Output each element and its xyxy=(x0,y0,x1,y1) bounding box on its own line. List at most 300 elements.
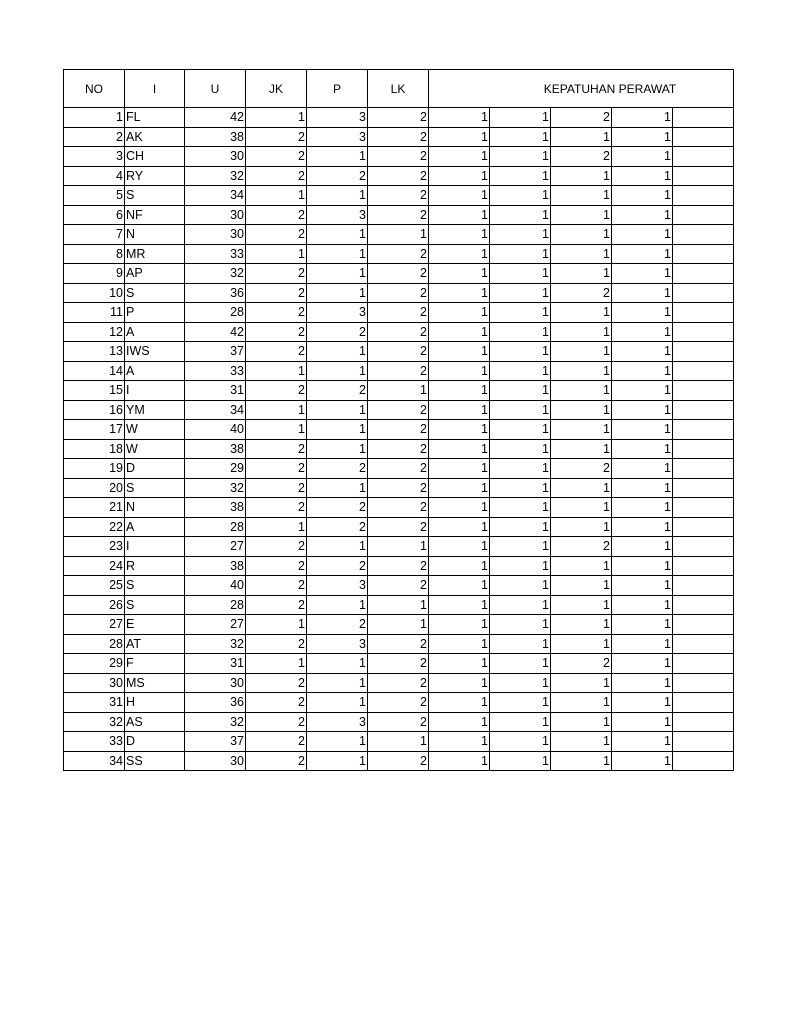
cell-lk[interactable]: 2 xyxy=(368,186,429,206)
cell-k2[interactable]: 1 xyxy=(490,400,551,420)
cell-k3[interactable]: 2 xyxy=(551,283,612,303)
cell-k4[interactable]: 1 xyxy=(612,283,673,303)
cell-umur[interactable]: 32 xyxy=(185,166,246,186)
cell-k3[interactable]: 1 xyxy=(551,673,612,693)
cell-k3[interactable]: 1 xyxy=(551,322,612,342)
cell-k1[interactable]: 1 xyxy=(429,186,490,206)
cell-no[interactable]: 7 xyxy=(64,225,125,245)
cell-umur[interactable]: 36 xyxy=(185,283,246,303)
cell-k4[interactable]: 1 xyxy=(612,361,673,381)
cell-k2[interactable]: 1 xyxy=(490,205,551,225)
cell-umur[interactable]: 40 xyxy=(185,576,246,596)
cell-initial[interactable]: S xyxy=(125,478,185,498)
cell-k4[interactable]: 1 xyxy=(612,225,673,245)
cell-lk[interactable]: 2 xyxy=(368,439,429,459)
cell-k3[interactable]: 1 xyxy=(551,127,612,147)
cell-lk[interactable]: 2 xyxy=(368,342,429,362)
cell-p[interactable]: 2 xyxy=(307,517,368,537)
cell-k4[interactable]: 1 xyxy=(612,732,673,752)
cell-k2[interactable]: 1 xyxy=(490,517,551,537)
cell-lk[interactable]: 2 xyxy=(368,634,429,654)
cell-k2[interactable]: 1 xyxy=(490,751,551,771)
cell-initial[interactable]: E xyxy=(125,615,185,635)
cell-lk[interactable]: 2 xyxy=(368,693,429,713)
cell-jk[interactable]: 2 xyxy=(246,595,307,615)
cell-no[interactable]: 4 xyxy=(64,166,125,186)
cell-jk[interactable]: 2 xyxy=(246,634,307,654)
cell-k2[interactable]: 1 xyxy=(490,225,551,245)
cell-no[interactable]: 15 xyxy=(64,381,125,401)
cell-lk[interactable]: 2 xyxy=(368,673,429,693)
cell-jk[interactable]: 2 xyxy=(246,751,307,771)
cell-p[interactable]: 2 xyxy=(307,615,368,635)
cell-k2[interactable]: 1 xyxy=(490,244,551,264)
cell-initial[interactable]: FL xyxy=(125,108,185,128)
cell-k4[interactable]: 1 xyxy=(612,108,673,128)
cell-k2[interactable]: 1 xyxy=(490,654,551,674)
cell-p[interactable]: 2 xyxy=(307,498,368,518)
cell-p[interactable]: 2 xyxy=(307,459,368,479)
cell-initial[interactable]: NF xyxy=(125,205,185,225)
cell-p[interactable]: 1 xyxy=(307,595,368,615)
cell-k2[interactable]: 1 xyxy=(490,498,551,518)
cell-jk[interactable]: 2 xyxy=(246,342,307,362)
cell-jk[interactable]: 2 xyxy=(246,381,307,401)
cell-k4[interactable]: 1 xyxy=(612,459,673,479)
cell-k3[interactable]: 1 xyxy=(551,420,612,440)
cell-p[interactable]: 1 xyxy=(307,537,368,557)
cell-lk[interactable]: 2 xyxy=(368,459,429,479)
cell-umur[interactable]: 28 xyxy=(185,303,246,323)
cell-umur[interactable]: 30 xyxy=(185,205,246,225)
cell-k2[interactable]: 1 xyxy=(490,478,551,498)
cell-jk[interactable]: 1 xyxy=(246,517,307,537)
cell-jk[interactable]: 2 xyxy=(246,225,307,245)
cell-initial[interactable]: IWS xyxy=(125,342,185,362)
cell-k3[interactable]: 1 xyxy=(551,478,612,498)
cell-lk[interactable]: 1 xyxy=(368,225,429,245)
cell-k2[interactable]: 1 xyxy=(490,634,551,654)
cell-lk[interactable]: 1 xyxy=(368,537,429,557)
cell-k2[interactable]: 1 xyxy=(490,439,551,459)
cell-no[interactable]: 32 xyxy=(64,712,125,732)
cell-p[interactable]: 1 xyxy=(307,147,368,167)
cell-initial[interactable]: N xyxy=(125,498,185,518)
cell-lk[interactable]: 2 xyxy=(368,283,429,303)
cell-k4[interactable]: 1 xyxy=(612,342,673,362)
cell-k1[interactable]: 1 xyxy=(429,420,490,440)
cell-k2[interactable]: 1 xyxy=(490,420,551,440)
cell-lk[interactable]: 2 xyxy=(368,361,429,381)
cell-k2[interactable]: 1 xyxy=(490,673,551,693)
cell-k1[interactable]: 1 xyxy=(429,615,490,635)
cell-initial[interactable]: S xyxy=(125,186,185,206)
cell-jk[interactable]: 2 xyxy=(246,576,307,596)
cell-initial[interactable]: P xyxy=(125,303,185,323)
cell-lk[interactable]: 2 xyxy=(368,751,429,771)
cell-lk[interactable]: 1 xyxy=(368,732,429,752)
cell-no[interactable]: 33 xyxy=(64,732,125,752)
cell-lk[interactable]: 2 xyxy=(368,264,429,284)
cell-jk[interactable]: 2 xyxy=(246,459,307,479)
cell-k1[interactable]: 1 xyxy=(429,459,490,479)
cell-lk[interactable]: 2 xyxy=(368,498,429,518)
cell-no[interactable]: 34 xyxy=(64,751,125,771)
cell-jk[interactable]: 2 xyxy=(246,673,307,693)
cell-initial[interactable]: MS xyxy=(125,673,185,693)
cell-k3[interactable]: 1 xyxy=(551,361,612,381)
cell-jk[interactable]: 2 xyxy=(246,537,307,557)
cell-k3[interactable]: 1 xyxy=(551,556,612,576)
cell-initial[interactable]: A xyxy=(125,361,185,381)
cell-k2[interactable]: 1 xyxy=(490,303,551,323)
cell-k1[interactable]: 1 xyxy=(429,244,490,264)
cell-k4[interactable]: 1 xyxy=(612,478,673,498)
cell-k4[interactable]: 1 xyxy=(612,322,673,342)
cell-p[interactable]: 1 xyxy=(307,693,368,713)
cell-umur[interactable]: 32 xyxy=(185,712,246,732)
cell-k1[interactable]: 1 xyxy=(429,673,490,693)
cell-umur[interactable]: 38 xyxy=(185,127,246,147)
cell-p[interactable]: 3 xyxy=(307,303,368,323)
cell-jk[interactable]: 1 xyxy=(246,615,307,635)
cell-k1[interactable]: 1 xyxy=(429,517,490,537)
cell-k2[interactable]: 1 xyxy=(490,342,551,362)
cell-k2[interactable]: 1 xyxy=(490,576,551,596)
cell-k4[interactable]: 1 xyxy=(612,634,673,654)
cell-lk[interactable]: 2 xyxy=(368,576,429,596)
cell-k3[interactable]: 1 xyxy=(551,712,612,732)
cell-no[interactable]: 16 xyxy=(64,400,125,420)
cell-k4[interactable]: 1 xyxy=(612,712,673,732)
cell-k3[interactable]: 1 xyxy=(551,439,612,459)
cell-k2[interactable]: 1 xyxy=(490,264,551,284)
cell-k1[interactable]: 1 xyxy=(429,595,490,615)
cell-initial[interactable]: S xyxy=(125,283,185,303)
cell-no[interactable]: 17 xyxy=(64,420,125,440)
cell-no[interactable]: 27 xyxy=(64,615,125,635)
cell-k2[interactable]: 1 xyxy=(490,693,551,713)
cell-k1[interactable]: 1 xyxy=(429,127,490,147)
cell-k2[interactable]: 1 xyxy=(490,556,551,576)
cell-umur[interactable]: 37 xyxy=(185,732,246,752)
cell-k4[interactable]: 1 xyxy=(612,244,673,264)
cell-k2[interactable]: 1 xyxy=(490,712,551,732)
cell-p[interactable]: 2 xyxy=(307,322,368,342)
cell-umur[interactable]: 30 xyxy=(185,751,246,771)
cell-umur[interactable]: 36 xyxy=(185,693,246,713)
cell-no[interactable]: 29 xyxy=(64,654,125,674)
cell-jk[interactable]: 2 xyxy=(246,205,307,225)
cell-k1[interactable]: 1 xyxy=(429,400,490,420)
cell-k4[interactable]: 1 xyxy=(612,517,673,537)
cell-k1[interactable]: 1 xyxy=(429,732,490,752)
cell-lk[interactable]: 1 xyxy=(368,615,429,635)
cell-k2[interactable]: 1 xyxy=(490,108,551,128)
cell-k3[interactable]: 1 xyxy=(551,166,612,186)
cell-p[interactable]: 1 xyxy=(307,361,368,381)
cell-k4[interactable]: 1 xyxy=(612,673,673,693)
cell-p[interactable]: 1 xyxy=(307,400,368,420)
cell-k4[interactable]: 1 xyxy=(612,615,673,635)
cell-no[interactable]: 22 xyxy=(64,517,125,537)
cell-initial[interactable]: I xyxy=(125,537,185,557)
cell-k1[interactable]: 1 xyxy=(429,712,490,732)
cell-k3[interactable]: 2 xyxy=(551,537,612,557)
cell-k1[interactable]: 1 xyxy=(429,751,490,771)
cell-initial[interactable]: W xyxy=(125,420,185,440)
cell-no[interactable]: 24 xyxy=(64,556,125,576)
cell-no[interactable]: 23 xyxy=(64,537,125,557)
cell-k1[interactable]: 1 xyxy=(429,498,490,518)
cell-jk[interactable]: 1 xyxy=(246,361,307,381)
cell-jk[interactable]: 2 xyxy=(246,127,307,147)
cell-k1[interactable]: 1 xyxy=(429,478,490,498)
cell-initial[interactable]: I xyxy=(125,381,185,401)
cell-jk[interactable]: 2 xyxy=(246,439,307,459)
cell-p[interactable]: 3 xyxy=(307,127,368,147)
cell-k4[interactable]: 1 xyxy=(612,303,673,323)
cell-k4[interactable]: 1 xyxy=(612,127,673,147)
cell-lk[interactable]: 2 xyxy=(368,127,429,147)
cell-k3[interactable]: 1 xyxy=(551,186,612,206)
cell-lk[interactable]: 2 xyxy=(368,303,429,323)
cell-no[interactable]: 18 xyxy=(64,439,125,459)
cell-k3[interactable]: 1 xyxy=(551,244,612,264)
cell-jk[interactable]: 1 xyxy=(246,420,307,440)
cell-k1[interactable]: 1 xyxy=(429,576,490,596)
cell-no[interactable]: 28 xyxy=(64,634,125,654)
cell-umur[interactable]: 34 xyxy=(185,186,246,206)
cell-k2[interactable]: 1 xyxy=(490,459,551,479)
cell-initial[interactable]: H xyxy=(125,693,185,713)
cell-k1[interactable]: 1 xyxy=(429,108,490,128)
cell-k1[interactable]: 1 xyxy=(429,225,490,245)
cell-umur[interactable]: 31 xyxy=(185,381,246,401)
cell-k3[interactable]: 1 xyxy=(551,751,612,771)
cell-initial[interactable]: AS xyxy=(125,712,185,732)
cell-k3[interactable]: 2 xyxy=(551,147,612,167)
cell-initial[interactable]: F xyxy=(125,654,185,674)
cell-initial[interactable]: A xyxy=(125,322,185,342)
cell-umur[interactable]: 32 xyxy=(185,264,246,284)
cell-umur[interactable]: 31 xyxy=(185,654,246,674)
cell-p[interactable]: 3 xyxy=(307,634,368,654)
cell-lk[interactable]: 2 xyxy=(368,166,429,186)
cell-k2[interactable]: 1 xyxy=(490,361,551,381)
cell-jk[interactable]: 2 xyxy=(246,732,307,752)
cell-k2[interactable]: 1 xyxy=(490,147,551,167)
cell-p[interactable]: 1 xyxy=(307,751,368,771)
cell-jk[interactable]: 2 xyxy=(246,264,307,284)
cell-lk[interactable]: 2 xyxy=(368,478,429,498)
cell-initial[interactable]: SS xyxy=(125,751,185,771)
cell-k1[interactable]: 1 xyxy=(429,264,490,284)
cell-p[interactable]: 1 xyxy=(307,244,368,264)
cell-umur[interactable]: 27 xyxy=(185,615,246,635)
cell-p[interactable]: 1 xyxy=(307,186,368,206)
cell-k4[interactable]: 1 xyxy=(612,186,673,206)
cell-k3[interactable]: 1 xyxy=(551,225,612,245)
cell-initial[interactable]: D xyxy=(125,459,185,479)
cell-p[interactable]: 1 xyxy=(307,420,368,440)
cell-k2[interactable]: 1 xyxy=(490,615,551,635)
cell-lk[interactable]: 2 xyxy=(368,322,429,342)
cell-k3[interactable]: 1 xyxy=(551,693,612,713)
cell-initial[interactable]: AT xyxy=(125,634,185,654)
cell-p[interactable]: 1 xyxy=(307,654,368,674)
cell-k3[interactable]: 1 xyxy=(551,595,612,615)
cell-k1[interactable]: 1 xyxy=(429,381,490,401)
cell-k4[interactable]: 1 xyxy=(612,595,673,615)
cell-k4[interactable]: 1 xyxy=(612,693,673,713)
cell-initial[interactable]: S xyxy=(125,576,185,596)
cell-k3[interactable]: 1 xyxy=(551,303,612,323)
cell-no[interactable]: 14 xyxy=(64,361,125,381)
cell-initial[interactable]: AK xyxy=(125,127,185,147)
cell-umur[interactable]: 27 xyxy=(185,537,246,557)
cell-k2[interactable]: 1 xyxy=(490,381,551,401)
cell-initial[interactable]: S xyxy=(125,595,185,615)
cell-k1[interactable]: 1 xyxy=(429,147,490,167)
cell-k3[interactable]: 1 xyxy=(551,576,612,596)
cell-lk[interactable]: 2 xyxy=(368,205,429,225)
cell-p[interactable]: 3 xyxy=(307,712,368,732)
cell-jk[interactable]: 2 xyxy=(246,712,307,732)
cell-no[interactable]: 12 xyxy=(64,322,125,342)
cell-lk[interactable]: 2 xyxy=(368,654,429,674)
cell-k1[interactable]: 1 xyxy=(429,693,490,713)
cell-k1[interactable]: 1 xyxy=(429,303,490,323)
cell-umur[interactable]: 38 xyxy=(185,439,246,459)
cell-k3[interactable]: 1 xyxy=(551,615,612,635)
cell-p[interactable]: 1 xyxy=(307,732,368,752)
cell-k4[interactable]: 1 xyxy=(612,400,673,420)
cell-initial[interactable]: W xyxy=(125,439,185,459)
cell-initial[interactable]: AP xyxy=(125,264,185,284)
cell-no[interactable]: 6 xyxy=(64,205,125,225)
cell-k1[interactable]: 1 xyxy=(429,322,490,342)
cell-no[interactable]: 11 xyxy=(64,303,125,323)
cell-k3[interactable]: 1 xyxy=(551,381,612,401)
cell-k4[interactable]: 1 xyxy=(612,381,673,401)
cell-umur[interactable]: 32 xyxy=(185,478,246,498)
cell-no[interactable]: 25 xyxy=(64,576,125,596)
cell-k2[interactable]: 1 xyxy=(490,322,551,342)
cell-lk[interactable]: 1 xyxy=(368,595,429,615)
cell-k3[interactable]: 2 xyxy=(551,459,612,479)
cell-lk[interactable]: 2 xyxy=(368,244,429,264)
cell-no[interactable]: 21 xyxy=(64,498,125,518)
cell-initial[interactable]: RY xyxy=(125,166,185,186)
cell-k1[interactable]: 1 xyxy=(429,283,490,303)
cell-umur[interactable]: 33 xyxy=(185,361,246,381)
cell-lk[interactable]: 2 xyxy=(368,108,429,128)
cell-p[interactable]: 1 xyxy=(307,673,368,693)
cell-p[interactable]: 3 xyxy=(307,108,368,128)
cell-no[interactable]: 13 xyxy=(64,342,125,362)
cell-k1[interactable]: 1 xyxy=(429,166,490,186)
cell-k4[interactable]: 1 xyxy=(612,166,673,186)
cell-k4[interactable]: 1 xyxy=(612,556,673,576)
cell-no[interactable]: 5 xyxy=(64,186,125,206)
cell-k2[interactable]: 1 xyxy=(490,166,551,186)
cell-k2[interactable]: 1 xyxy=(490,732,551,752)
cell-p[interactable]: 1 xyxy=(307,478,368,498)
cell-k4[interactable]: 1 xyxy=(612,439,673,459)
cell-jk[interactable]: 1 xyxy=(246,654,307,674)
cell-p[interactable]: 2 xyxy=(307,556,368,576)
cell-k4[interactable]: 1 xyxy=(612,654,673,674)
cell-umur[interactable]: 33 xyxy=(185,244,246,264)
cell-jk[interactable]: 2 xyxy=(246,322,307,342)
cell-no[interactable]: 9 xyxy=(64,264,125,284)
cell-initial[interactable]: A xyxy=(125,517,185,537)
cell-jk[interactable]: 2 xyxy=(246,147,307,167)
cell-k1[interactable]: 1 xyxy=(429,634,490,654)
cell-no[interactable]: 19 xyxy=(64,459,125,479)
cell-initial[interactable]: N xyxy=(125,225,185,245)
cell-p[interactable]: 1 xyxy=(307,225,368,245)
cell-no[interactable]: 2 xyxy=(64,127,125,147)
cell-umur[interactable]: 38 xyxy=(185,498,246,518)
cell-k3[interactable]: 1 xyxy=(551,634,612,654)
cell-p[interactable]: 1 xyxy=(307,439,368,459)
cell-k1[interactable]: 1 xyxy=(429,556,490,576)
cell-umur[interactable]: 28 xyxy=(185,517,246,537)
cell-p[interactable]: 3 xyxy=(307,205,368,225)
cell-lk[interactable]: 2 xyxy=(368,420,429,440)
cell-initial[interactable]: R xyxy=(125,556,185,576)
cell-umur[interactable]: 32 xyxy=(185,634,246,654)
cell-k2[interactable]: 1 xyxy=(490,537,551,557)
cell-no[interactable]: 1 xyxy=(64,108,125,128)
cell-p[interactable]: 1 xyxy=(307,264,368,284)
cell-k1[interactable]: 1 xyxy=(429,361,490,381)
cell-k4[interactable]: 1 xyxy=(612,498,673,518)
cell-k4[interactable]: 1 xyxy=(612,205,673,225)
cell-jk[interactable]: 1 xyxy=(246,186,307,206)
cell-k1[interactable]: 1 xyxy=(429,205,490,225)
cell-k3[interactable]: 1 xyxy=(551,264,612,284)
cell-p[interactable]: 1 xyxy=(307,283,368,303)
cell-jk[interactable]: 2 xyxy=(246,556,307,576)
cell-initial[interactable]: CH xyxy=(125,147,185,167)
cell-umur[interactable]: 30 xyxy=(185,147,246,167)
cell-k4[interactable]: 1 xyxy=(612,537,673,557)
cell-p[interactable]: 3 xyxy=(307,576,368,596)
cell-k1[interactable]: 1 xyxy=(429,342,490,362)
cell-k3[interactable]: 1 xyxy=(551,517,612,537)
cell-lk[interactable]: 1 xyxy=(368,381,429,401)
cell-jk[interactable]: 1 xyxy=(246,244,307,264)
cell-k2[interactable]: 1 xyxy=(490,595,551,615)
cell-umur[interactable]: 30 xyxy=(185,225,246,245)
cell-no[interactable]: 3 xyxy=(64,147,125,167)
cell-umur[interactable]: 34 xyxy=(185,400,246,420)
cell-k4[interactable]: 1 xyxy=(612,751,673,771)
cell-k3[interactable]: 1 xyxy=(551,342,612,362)
cell-no[interactable]: 26 xyxy=(64,595,125,615)
cell-lk[interactable]: 2 xyxy=(368,400,429,420)
cell-jk[interactable]: 2 xyxy=(246,478,307,498)
cell-umur[interactable]: 28 xyxy=(185,595,246,615)
cell-k3[interactable]: 1 xyxy=(551,400,612,420)
cell-lk[interactable]: 2 xyxy=(368,712,429,732)
cell-no[interactable]: 20 xyxy=(64,478,125,498)
cell-k2[interactable]: 1 xyxy=(490,186,551,206)
cell-k1[interactable]: 1 xyxy=(429,537,490,557)
